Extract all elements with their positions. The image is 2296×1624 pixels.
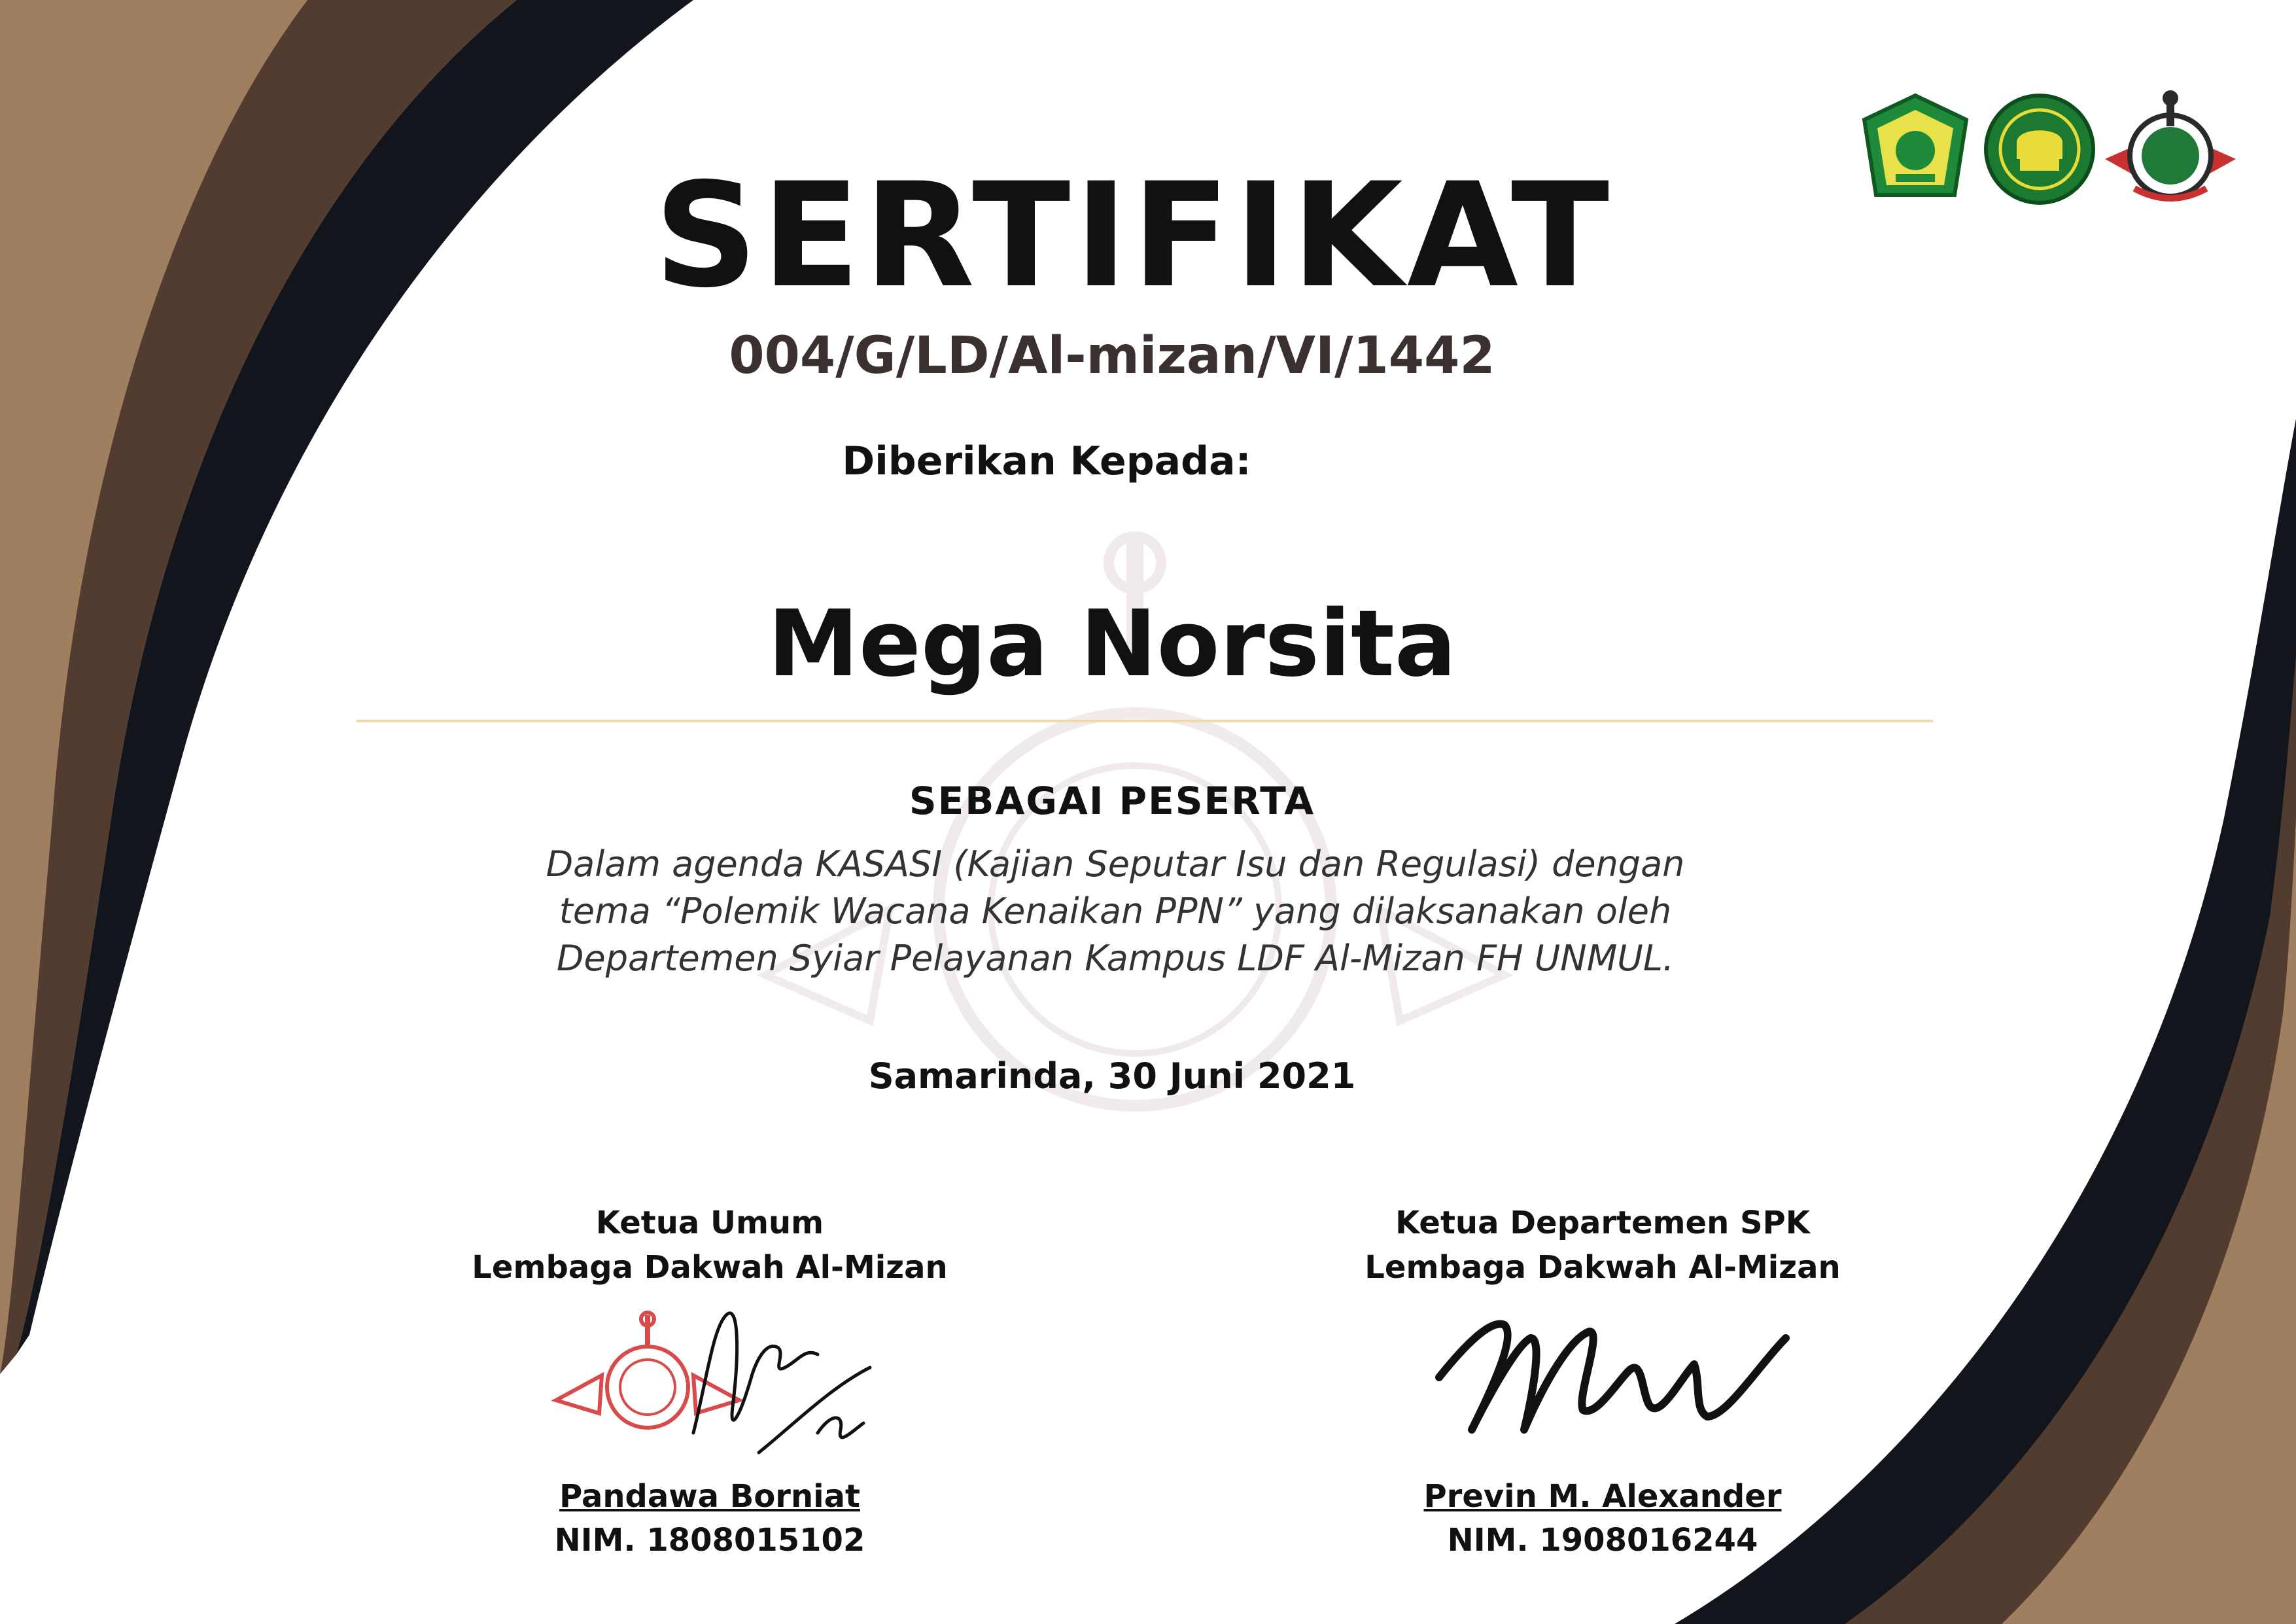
signatory-name: Pandawa Borniat — [559, 1478, 860, 1515]
university-logo-icon — [1856, 90, 1974, 208]
right-signatory — [1308, 1201, 1897, 1290]
stamp-icon — [556, 1313, 739, 1428]
signatory-name: Previn M. Alexander — [1423, 1478, 1782, 1515]
signatory-title: Ketua Umum — [595, 1205, 824, 1241]
certificate-title: SERTIFIKAT — [654, 152, 1614, 319]
description-line: Dalam agenda KASASI (Kajian Seputar Isu dan Regulasi) dengan — [546, 843, 1685, 885]
right-signatory-name-block — [1308, 1478, 1897, 1515]
description-line: Departemen Syiar Pelayanan Kampus LDF Al-Mizan FH UNMUL. — [556, 938, 1675, 979]
left-signatory-nim-block — [415, 1522, 1004, 1559]
given-to-label: Diberikan Kepada: — [842, 438, 1251, 484]
description-line: tema “Polemik Wacana Kenaikan PPN” yang dilaksanakan oleh — [559, 891, 1672, 932]
signature-icon — [693, 1313, 870, 1453]
event-description — [419, 841, 1812, 982]
signatory-nim: NIM. 1908016244 — [1447, 1522, 1758, 1559]
signatory-organization: Lembaga Dakwah Al-Mizan — [1365, 1249, 1841, 1286]
participant-role: SEBAGAI PESERTA — [909, 779, 1315, 823]
right-signatory-nim-block — [1308, 1522, 1897, 1559]
ldf-al-mizan-logo-icon — [2098, 84, 2242, 215]
signatory-organization: Lembaga Dakwah Al-Mizan — [472, 1249, 948, 1286]
name-underline-divider — [357, 720, 1933, 722]
mosque-emblem-icon — [1981, 90, 2098, 208]
signatory-nim: NIM. 1808015102 — [554, 1522, 865, 1559]
left-stamp-and-signature — [543, 1302, 883, 1472]
certificate-number: 004/G/LD/Al-mizan/VI/1442 — [729, 327, 1495, 385]
left-signatory — [415, 1201, 1004, 1290]
recipient-name: Mega Norsita — [767, 591, 1457, 697]
place-date: Samarinda, 30 Juni 2021 — [868, 1055, 1356, 1097]
right-signature-icon — [1433, 1299, 1799, 1449]
left-signatory-name-block — [415, 1478, 1004, 1515]
signatory-title: Ketua Departemen SPK — [1395, 1205, 1810, 1241]
